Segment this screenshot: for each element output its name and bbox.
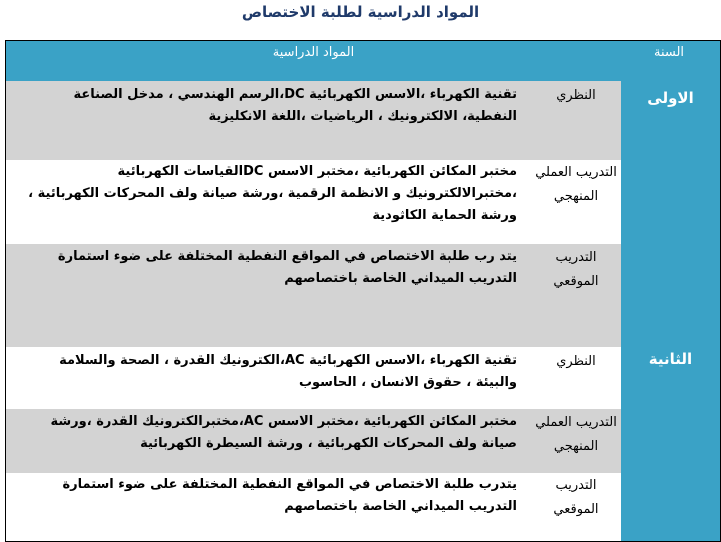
header-subjects: المواد الدراسية xyxy=(272,45,355,60)
subjects-table xyxy=(5,40,721,542)
table-row xyxy=(6,244,621,347)
row-type: النظري xyxy=(556,88,596,103)
row-content: تقنية الكهرباء ،الاسس الكهربائية AC،الكترونيك القدرة ، الصحة والسلامة والبيئة ، حقوق الانسان ، الحاسوب xyxy=(59,353,517,390)
row-type: التدريب العملي المنهجي xyxy=(535,165,617,204)
row-content: يتدرب طلبة الاختصاص في المواقع النفطية المختلفة على ضوء استمارة التدريب الميداني الخاصة باختصاصهم xyxy=(62,477,517,514)
page-title: المواد الدراسية لطلبة الاختصاص xyxy=(241,3,480,21)
table-row xyxy=(6,409,621,473)
row-type: التدريب الموقعي xyxy=(553,250,599,289)
row-type: التدريب الموقعي xyxy=(553,478,599,517)
row-content: تقنية الكهرباء ،الاسس الكهربائية DC،الرسم الهندسي ، مدخل الصناعة النفطية، الالكترونيك ، الرياضيات ،اللغة الانكليزية xyxy=(73,87,517,124)
table-row xyxy=(6,81,621,160)
table-header xyxy=(6,41,720,81)
row-content: مختبر المكائن الكهربائية ،مختبر الاسس DCالقياسات الكهربائية ،مختبرالالكترونيك و الانظمة الرقمية ،ورشة صيانة ولف المحركات الكهربائية ، ورشة الحماية الكاثودية xyxy=(28,164,517,223)
year-label-first: الاولى xyxy=(647,89,694,107)
row-content: يتد رب طلبة الاختصاص في المواقع النفطية المختلفة على ضوء استمارة التدريب الميداني الخاصة باختصاصهم xyxy=(57,249,517,286)
table-row xyxy=(6,473,621,541)
table-row xyxy=(6,347,621,409)
year-column xyxy=(621,81,720,541)
header-year: السنة xyxy=(653,45,685,60)
row-type: النظري xyxy=(556,354,596,369)
year-label-second: الثانية xyxy=(648,350,693,368)
table-row xyxy=(6,160,621,244)
row-type: التدريب العملي المنهجي xyxy=(535,415,617,454)
row-content: مختبر المكائن الكهربائية ،مختبر الاسس AC،مختبرالكترونيك القدرة ،ورشة صيانة ولف المحركات الكهربائية ، ورشة السيطرة الكهربائية xyxy=(50,414,517,451)
